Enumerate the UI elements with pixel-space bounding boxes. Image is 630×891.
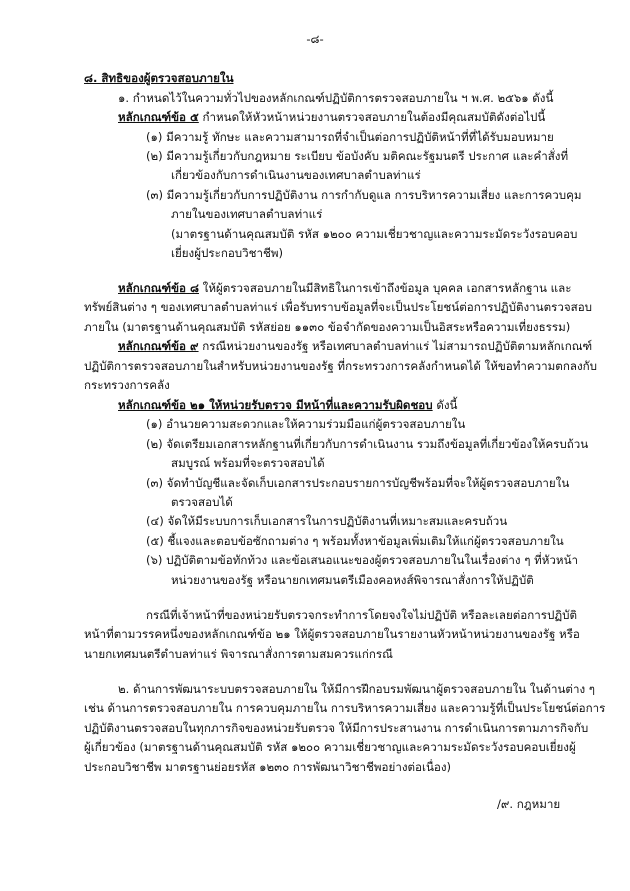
rule21-item-1: (๑) อำนวยความสะดวกและให้ความร่วมมือแก่ผู้ตรวจสอบภายใน: [146, 417, 466, 431]
rule5-item-2-cont: เกี่ยวข้องกับการดำเนินงานของเทศบาลตำบลท่าแร่: [171, 168, 421, 182]
development-line-2: เช่น ด้านการตรวจสอบภายใน การควบคุมภายใน การบริหารความเสี่ยง และความรู้ที่เป็นประโยชน์ต่อการ: [84, 701, 606, 715]
noncompliance-line-2: หน้าที่ตามวรรคหนึ่งของหลักเกณฑ์ข้อ ๒๑ ให้ผู้ตรวจสอบภายในรายงานหัวหน้าหน่วยงานของรัฐ หรือ: [84, 627, 580, 641]
rule9-line-3: กระทรวงการคลัง: [84, 378, 170, 392]
noncompliance-line-3: นายกเทศมนตรีตำบลท่าแร่ พิจารณาสั่งการตามสมควรแก่กรณี: [84, 647, 393, 661]
rule9-line-2: ปฏิบัติการตรวจสอบภายในสำหรับหน่วยงานของรัฐ ที่กระทรวงการคลังกำหนดได้ ให้ขอทำความตกลงกับ: [84, 359, 597, 373]
rule9-text-1: กรณีหน่วยงานของรัฐ หรือเทศบาลตำบลท่าแร่ ไม่สามารถปฏิบัติตามหลักเกณฑ์: [198, 339, 593, 353]
rule21-line: [118, 398, 457, 412]
rule5-item-3-cont: ภายในของเทศบาลตำบลท่าแร่: [171, 207, 323, 221]
rule9-line-1: [118, 339, 592, 353]
rule21-item-6-cont: หน่วยงานของรัฐ หรือนายกเทศมนตรีเมืองคอหงส์พิจารณาสั่งการให้ปฏิบัติ: [171, 573, 534, 587]
rule8-title: หลักเกณฑ์ข้อ ๘: [118, 281, 199, 295]
rule5-standard-note: (มาตรฐานด้านคุณสมบัติ รหัส ๑๒๐๐ ความเชี่ยวชาญและความระมัดระวังรอบคอบ: [171, 227, 578, 241]
next-page-reference: /๙. กฎหมาย: [497, 797, 561, 811]
rule8-line-1: [118, 281, 571, 295]
rule8-line-3: ภายใน (มาตรฐานด้านคุณสมบัติ รหัสย่อย ๑๑๓๐ ข้อจำกัดของความเป็นอิสระหรือความเที่ยงธรรม): [84, 320, 571, 334]
development-line-1: ๒. ด้านการพัฒนาระบบตรวจสอบภายใน ให้มีการฝึกอบรมพัฒนาผู้ตรวจสอบภายใน ในด้านต่าง ๆ: [118, 682, 596, 696]
page-number: -๘-: [306, 32, 324, 46]
rule21-item-5: (๕) ชี้แจงและตอบข้อซักถามต่าง ๆ พร้อมทั้งหาข้อมูลเพิ่มเติมให้แก่ผู้ตรวจสอบภายใน: [146, 534, 564, 548]
rule21-lead: ดังนี้: [432, 398, 458, 412]
rule21-item-4: (๔) จัดให้มีระบบการเก็บเอกสารในการปฏิบัติงานที่เหมาะสมและครบถ้วน: [146, 514, 508, 528]
development-line-3: ปฏิบัติงานตรวจสอบในทุกภารกิจของหน่วยรับตรวจ ให้มีการประสานงาน การดำเนินการตามภารกิจกับ: [84, 721, 589, 735]
rule21-item-2: (๒) จัดเตรียมเอกสารหลักฐานที่เกี่ยวกับการดำเนินงาน รวมถึงข้อมูลที่เกี่ยวข้องให้ครบถ้วน: [146, 437, 589, 451]
rule21-item-6: (๖) ปฏิบัติตามข้อทักท้วง และข้อเสนอแนะของผู้ตรวจสอบภายในในเรื่องต่าง ๆ ที่หัวหน้า: [146, 553, 579, 567]
rule8-line-2: ทรัพย์สินต่าง ๆ ของเทศบาลตำบลท่าแร่ เพื่อรับทราบข้อมูลที่จะเป็นประโยชน์ต่อการปฏิบัติงานตรวจสอบ: [84, 300, 593, 314]
rule5-title: หลักเกณฑ์ข้อ ๕: [118, 110, 199, 124]
rule21-title: หลักเกณฑ์ข้อ ๒๑ ให้หน่วยรับตรวจ มีหน้าที่และความรับผิดชอบ: [118, 398, 433, 412]
rule9-title: หลักเกณฑ์ข้อ ๙: [118, 339, 199, 353]
rule5-item-1: (๑) มีความรู้ ทักษะ และความสามารถที่จำเป็นต่อการปฏิบัติหน้าที่ที่ได้รับมอบหมาย: [146, 130, 554, 144]
rule5-item-2: (๒) มีความรู้เกี่ยวกับกฎหมาย ระเบียบ ข้อบังคับ มติคณะรัฐมนตรี ประกาศ และคำสั่งที่: [146, 149, 569, 163]
noncompliance-line-1: กรณีที่เจ้าหน้าที่ของหน่วยรับตรวจกระทำการโดยจงใจไม่ปฏิบัติ หรือละเลยต่อการปฏิบัติ: [146, 608, 578, 622]
section-heading: ๘. สิทธิของผู้ตรวจสอบภายใน: [84, 71, 234, 85]
rule5-lead: กำหนดให้หัวหน้าหน่วยงานตรวจสอบภายในต้องมีคุณสมบัติดังต่อไปนี้: [198, 110, 546, 124]
rule8-text-1: ให้ผู้ตรวจสอบภายในมีสิทธิในการเข้าถึงข้อมูล บุคคล เอกสารหลักฐาน และ: [199, 281, 572, 295]
development-line-5: ประกอบวิชาชีพ มาตรฐานย่อยรหัส ๑๒๓๐ การพัฒนาวิชาชีพอย่างต่อเนื่อง): [84, 760, 452, 774]
section-intro: ๑. กำหนดไว้ในความทั่วไปของหลักเกณฑ์ปฏิบัติการตรวจสอบภายใน ฯ พ.ศ. ๒๕๖๑ ดังนี้: [118, 91, 554, 105]
rule5-standard-note-cont: เยี่ยงผู้ประกอบวิชาชีพ): [171, 246, 284, 260]
rule21-item-3: (๓) จัดทำบัญชีและจัดเก็บเอกสารประกอบรายการบัญชีพร้อมที่จะให้ผู้ตรวจสอบภายใน: [146, 476, 570, 490]
rule5-line: [118, 110, 545, 124]
rule21-item-3-cont: ตรวจสอบได้: [171, 495, 233, 509]
development-line-4: ผู้เกี่ยวข้อง (มาตรฐานด้านคุณสมบัติ รหัส ๑๒๐๐ ความเชี่ยวชาญและความระมัดระวังรอบคอบเยี่ยงผู้: [84, 740, 576, 754]
rule5-item-3: (๓) มีความรู้เกี่ยวกับการปฏิบัติงาน การกำกับดูแล การบริหารความเสี่ยง และการควบคุม: [146, 188, 582, 202]
rule21-item-2-cont: สมบูรณ์ พร้อมที่จะตรวจสอบได้: [171, 456, 325, 470]
